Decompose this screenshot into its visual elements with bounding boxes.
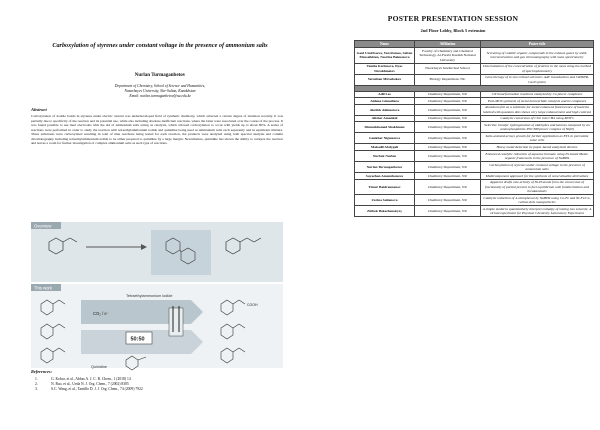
column-header-poster-title: Poster title xyxy=(481,41,594,48)
presenter-affiliation: Chemistry Department, NU xyxy=(415,161,481,172)
column-header-affiliation: Affiliation xyxy=(415,41,481,48)
presenter-affiliation: Chemistry Department, NU xyxy=(415,150,481,161)
presenter-name: Timur Baidraunanov xyxy=(355,179,415,194)
poster-title: Carboxylation of styrenes under constant voltage in the presence of ammonium salts xyxy=(481,161,594,172)
affiliation-line: Department of Chemistry, School of Science and Humanities, xyxy=(114,84,206,88)
table-row xyxy=(355,115,594,122)
poster-title: Enhanced catalytic reduction of aqueous bromate using Ni-based Metal-organic framework in the presence of NaBH4 xyxy=(481,150,594,161)
poster-title: Selective transfer hydrogenation of aldehydes and ketones catalyzed by an aminophosphinite POCNH pincer complex of Ni(II) xyxy=(481,122,594,133)
table-row xyxy=(355,91,594,98)
poster-title: Post-MOS synthesis of metal borocarbide catalysts and its complexes xyxy=(481,98,594,105)
presenter-affiliation: Chemistry Department, NU xyxy=(415,98,481,105)
presenter-name: Makadil Abdygali xyxy=(355,144,415,151)
presenter-affiliation: Chemistry Department, NU xyxy=(415,205,481,216)
presenter-affiliation: Biology Department, NU xyxy=(415,74,481,85)
presenter-affiliation: Nazarbayev Intellectual School xyxy=(415,63,481,74)
presenter-name: Tamila Karimova, Ilyas Nurakhmetov xyxy=(355,63,415,74)
poster-title: CN bond formation reactions catalyzed by Co pincer complexes xyxy=(481,91,594,98)
references-list xyxy=(31,377,281,393)
poster-title: A simple model to quantitatively interpret enthalpy of mixing two solvents: A virtual experiment for Physical Chemistry Laboratory Experiment xyxy=(481,205,594,216)
reagent-label: CO₂ / e⁻ xyxy=(93,311,109,316)
paper-author: Nurlan Turmaganbetov xyxy=(134,73,186,78)
presenter-name: Zarina Sailanova xyxy=(355,194,415,205)
table-row xyxy=(355,74,594,85)
presenter-affiliation: Chemistry Department, NU xyxy=(415,122,481,133)
product-label: COOH xyxy=(247,303,258,307)
poster-title: Aluminum foil as a substrate for metal enhanced fluorescence of bacteria labeled with quantum dots shows very large enhancement and high contrast xyxy=(481,104,594,115)
overview-label: Overview xyxy=(34,223,52,229)
presenter-affiliation: Chemistry Department, NU xyxy=(415,194,481,205)
presenter-affiliation: Faculty of Chemistry and Chemical Technology, Al-Farabi Kazakh National University xyxy=(415,48,481,63)
presenter-name: Yersultan Mirasbekov xyxy=(355,74,415,85)
electrode-icon xyxy=(169,306,183,336)
schedule-page xyxy=(306,0,600,424)
reference-number: 2. xyxy=(35,382,38,387)
table-row xyxy=(355,144,594,151)
paper-title: Carboxylation of styrenes under constant voltage in the presence of ammonium salts xyxy=(52,42,268,49)
presenter-name: Aidana Gimadiaza xyxy=(355,98,415,105)
presenter-affiliation: Chemistry Department, NU xyxy=(415,104,481,115)
catalyst-label: Tetraethylammonium iodide xyxy=(126,294,173,298)
presenter-affiliation: Chemistry Department, NU xyxy=(415,179,481,194)
reference-number: 1. xyxy=(35,377,38,381)
table-row xyxy=(355,205,594,216)
presenter-name: Zhibek Bekezhanskyzy xyxy=(355,205,415,216)
paper-affiliation xyxy=(40,84,280,99)
poster-title: Gene therapy of in vivo retinal sclerosis: AAV transduction and CRISPR-Cas9 system xyxy=(481,74,594,85)
table-row xyxy=(355,172,594,179)
presenter-name: Nurbek Nurlan xyxy=(355,150,415,161)
table-row xyxy=(355,179,594,194)
table-header-row xyxy=(355,41,594,48)
presenter-name: Alisher Amankul xyxy=(355,115,415,122)
abstract-page xyxy=(0,0,286,424)
poster-title: Screening of volatile organic compounds in the exhaust gases by solid-microextraction and gas chromatography with mass spectrometry xyxy=(481,48,594,63)
abstract-body: Carboxylation of double bonds in styrenes under electric current was underdeveloped field of synthetic chemistry, which attracted a certain degree of attention recently. It was partially due to specificity of the reaction and its potential use, while also including absolute-inefficient reactions, where the latter were associated over the course of the process. It was found possible to use inert electrodes with the aid of ammonium salts acting as catalysts, which allowed carboxylation to occur with yields up to about 80%. A series of reactions were performed in order to study the reaction with tetraethylammonium iodide and quinidine being used as ammonium salts each separately and in equimolar mixture. Three substrates were carboxylated resulting in total of nine reactions being tested for each reaction, the products were analyzed using both spectral analysis and column chromatography including tetraethylammonium iodide to be either prepared to quinidine by a large margin. Nevertheless, quinidine has shown the ability to catalyze the reaction and leaves a room for further investigation of complex ammonium salts as such type of reactions. xyxy=(31,114,283,146)
reference-number: 3. xyxy=(35,387,38,392)
poster-title: Catalytic conversion of CO2 into CH4 using MOFs xyxy=(481,115,594,122)
reference-text: G. Kobra, et al., Abbas A. J. C. R. Chem., 1 (2018) 14 xyxy=(51,377,131,381)
table-row xyxy=(355,133,594,144)
graphical-abstract-figure xyxy=(31,222,283,430)
poster-title: Catalytic reduction of 4-nitrophenol by NaBH4 using Co-Fe and Ni-Fe/Cu-carbon dots nanoparticles xyxy=(481,194,594,205)
session-location: 2nd Floor Lobby, Block 5 extension xyxy=(420,28,486,33)
poster-title: Salts-assisted arrays growth for further application as ETL in perovskite solar cells xyxy=(481,133,594,144)
presenter-affiliation: Chemistry Department, NU xyxy=(415,172,481,179)
table-row xyxy=(355,98,594,105)
table-row xyxy=(355,48,594,63)
poster-title: Heavy metal detection by paper-based analytical devices xyxy=(481,144,594,151)
presenter-name: Sayazhan Amanzhanova xyxy=(355,172,415,179)
presenter-name: Akzlick Akhmetova xyxy=(355,104,415,115)
poster-title: Determination of the concentration of proteins in the meat using the method of spectrophotometry xyxy=(481,63,594,74)
ratio-label: 50:50 xyxy=(130,336,145,343)
presenter-name: Gaul Umirbaeva, Yan Ramos, Saltan Mussalidzen, Nasrlua Baimatova xyxy=(355,48,415,63)
column-header-name: Name xyxy=(355,41,415,48)
poster-schedule-table xyxy=(354,40,594,217)
table-row xyxy=(355,63,594,74)
presenter-name: Nurlan Turmaganbetov xyxy=(355,161,415,172)
reference-item xyxy=(31,387,281,392)
poster-title: Multicomponent approach for the synthesis of novel alkaline derivatives xyxy=(481,172,594,179)
reference-text: N. Rao, et al., Ueda N. J. Org. Chem., 7 (2002) 8305 xyxy=(51,382,129,387)
abstract-heading: Abstract xyxy=(31,107,47,112)
poster-title: Apparent drafts rate activity of Ni-H anode from the conversion of fractionally of partial present in fuel equilibrium with fumblerization and breakaminals xyxy=(481,179,594,194)
affiliation-email: Email: nurlan.turmaganbetov@nu.edu.kz xyxy=(129,94,191,98)
affiliation-line: Nazarbayev University, Nur-Sultan, Kazakhstan xyxy=(124,89,196,93)
references-heading: References: xyxy=(31,369,52,374)
table-row xyxy=(355,194,594,205)
table-row xyxy=(355,104,594,115)
presenter-affiliation: Chemistry Department, NU xyxy=(415,115,481,122)
presenter-affiliation: Chemistry Department, NU xyxy=(415,133,481,144)
presenter-name: Adil Les xyxy=(355,91,415,98)
table-row xyxy=(355,122,594,133)
quinidine-label: Quinidine xyxy=(91,365,108,369)
presenter-name: Dinmukhamed Shakhman xyxy=(355,122,415,133)
reference-text: S.C. Wang, et al., Tantillo D. J. J. Org. Chem., 74 (2009) 7922 xyxy=(51,387,143,392)
presenter-affiliation: Chemistry Department, NU xyxy=(415,91,481,98)
this-work-label: This work xyxy=(34,285,52,291)
session-title: POSTER PRESENTATION SESSION xyxy=(387,14,519,23)
presenter-name: Gaukhar Nigmetova xyxy=(355,133,415,144)
presenter-affiliation: Chemistry Department, NU xyxy=(415,144,481,151)
table-row xyxy=(355,161,594,172)
table-row xyxy=(355,150,594,161)
